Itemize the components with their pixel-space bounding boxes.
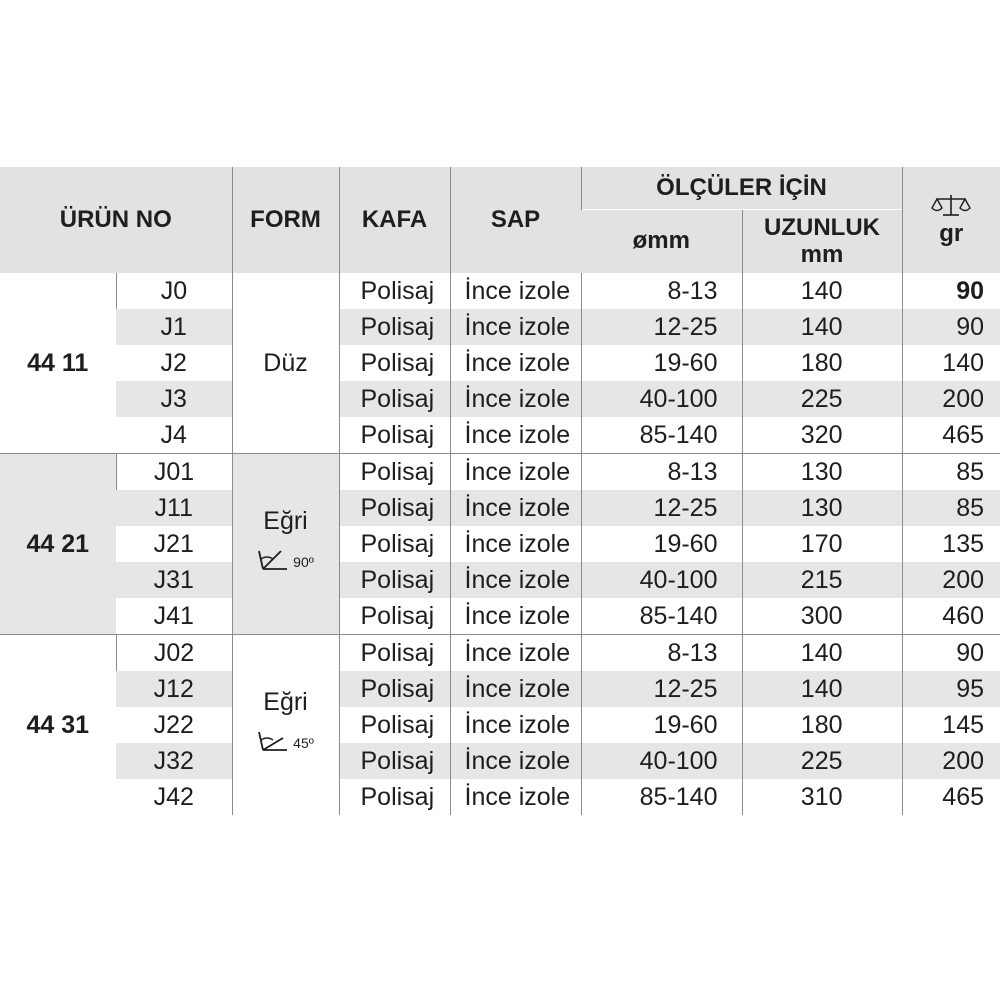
cell-kafa: Polisaj: [339, 273, 450, 309]
header-olculer: ÖLÇÜLER İÇİN: [581, 167, 902, 210]
cell-weight: 90: [902, 309, 1000, 345]
cell-diameter: 12-25: [581, 309, 742, 345]
cell-kafa: Polisaj: [339, 526, 450, 562]
table-row: [0, 562, 1000, 598]
cell-weight: 95: [902, 671, 1000, 707]
cell-weight: 85: [902, 490, 1000, 526]
cell-sap: İnce izole: [450, 345, 581, 381]
cell-diameter: 85-140: [581, 598, 742, 635]
cell-weight: 140: [902, 345, 1000, 381]
table-row: [0, 743, 1000, 779]
cell-sap: İnce izole: [450, 779, 581, 815]
cell-form: [232, 454, 339, 635]
angle-icon: [257, 545, 291, 575]
table-row: [0, 779, 1000, 815]
cell-diameter: 19-60: [581, 707, 742, 743]
cell-kafa: Polisaj: [339, 345, 450, 381]
cell-kafa: Polisaj: [339, 635, 450, 672]
group-44-31: [0, 635, 1000, 816]
cell-kafa: Polisaj: [339, 743, 450, 779]
cell-weight: 90: [902, 273, 1000, 309]
header-form: FORM: [232, 167, 339, 273]
cell-model: J02: [116, 635, 232, 672]
table-row: [0, 635, 1000, 672]
cell-sap: İnce izole: [450, 671, 581, 707]
angle-label: 90º: [293, 554, 314, 570]
cell-kafa: Polisaj: [339, 779, 450, 815]
cell-sap: İnce izole: [450, 707, 581, 743]
cell-model: J3: [116, 381, 232, 417]
cell-length: 180: [742, 345, 902, 381]
cell-kafa: Polisaj: [339, 490, 450, 526]
cell-model: J2: [116, 345, 232, 381]
cell-kafa: Polisaj: [339, 707, 450, 743]
cell-weight: 85: [902, 454, 1000, 491]
cell-diameter: 19-60: [581, 526, 742, 562]
cell-sap: İnce izole: [450, 743, 581, 779]
table-row: [0, 417, 1000, 454]
cell-kafa: Polisaj: [339, 417, 450, 454]
cell-sap: İnce izole: [450, 454, 581, 491]
group-id: 44 31: [0, 635, 116, 816]
cell-sap: İnce izole: [450, 598, 581, 635]
cell-length: 140: [742, 309, 902, 345]
cell-length: 140: [742, 671, 902, 707]
cell-model: J41: [116, 598, 232, 635]
cell-kafa: Polisaj: [339, 454, 450, 491]
table-row: [0, 526, 1000, 562]
cell-diameter: 40-100: [581, 743, 742, 779]
cell-sap: İnce izole: [450, 490, 581, 526]
cell-weight: 200: [902, 743, 1000, 779]
cell-diameter: 12-25: [581, 490, 742, 526]
cell-length: 225: [742, 381, 902, 417]
cell-length: 225: [742, 743, 902, 779]
table-row: [0, 671, 1000, 707]
group-id: 44 21: [0, 454, 116, 635]
cell-length: 140: [742, 273, 902, 309]
cell-weight: 460: [902, 598, 1000, 635]
cell-model: J4: [116, 417, 232, 454]
cell-diameter: 8-13: [581, 635, 742, 672]
header-uzunluk: [742, 210, 902, 274]
cell-model: J01: [116, 454, 232, 491]
table-row: [0, 598, 1000, 635]
cell-sap: İnce izole: [450, 309, 581, 345]
cell-model: J11: [116, 490, 232, 526]
cell-model: J42: [116, 779, 232, 815]
cell-diameter: 40-100: [581, 381, 742, 417]
cell-weight: 200: [902, 381, 1000, 417]
cell-model: J1: [116, 309, 232, 345]
header-urun-no: ÜRÜN NO: [0, 167, 232, 273]
table-row: [0, 707, 1000, 743]
cell-diameter: 8-13: [581, 454, 742, 491]
table-row: [0, 273, 1000, 309]
cell-length: 130: [742, 454, 902, 491]
cell-weight: 90: [902, 635, 1000, 672]
cell-form: [232, 273, 339, 454]
cell-form: [232, 635, 339, 816]
table-row: [0, 381, 1000, 417]
table-header: [0, 167, 1000, 273]
product-table-container: [0, 167, 1000, 815]
cell-diameter: 19-60: [581, 345, 742, 381]
header-diameter: ømm: [581, 210, 742, 274]
group-44-21: [0, 454, 1000, 635]
scale-icon: [931, 193, 971, 221]
group-44-11: [0, 273, 1000, 454]
table-row: [0, 454, 1000, 491]
cell-model: J0: [116, 273, 232, 309]
cell-weight: 145: [902, 707, 1000, 743]
cell-weight: 200: [902, 562, 1000, 598]
cell-model: J12: [116, 671, 232, 707]
angle-label: 45º: [293, 735, 314, 751]
cell-diameter: 12-25: [581, 671, 742, 707]
angle-icon: [257, 726, 291, 756]
cell-kafa: Polisaj: [339, 598, 450, 635]
cell-model: J22: [116, 707, 232, 743]
header-sap: SAP: [450, 167, 581, 273]
header-weight: [902, 167, 1000, 273]
cell-kafa: Polisaj: [339, 671, 450, 707]
group-id: 44 11: [0, 273, 116, 454]
cell-length: 180: [742, 707, 902, 743]
cell-sap: İnce izole: [450, 635, 581, 672]
cell-model: J31: [116, 562, 232, 598]
cell-model: J21: [116, 526, 232, 562]
cell-length: 320: [742, 417, 902, 454]
cell-sap: İnce izole: [450, 381, 581, 417]
cell-weight: 135: [902, 526, 1000, 562]
cell-model: J32: [116, 743, 232, 779]
cell-length: 140: [742, 635, 902, 672]
table-row: [0, 309, 1000, 345]
table-row: [0, 490, 1000, 526]
cell-sap: İnce izole: [450, 526, 581, 562]
form-label: Düz: [263, 349, 308, 377]
cell-length: 215: [742, 562, 902, 598]
cell-length: 130: [742, 490, 902, 526]
form-label: Eğri: [263, 507, 308, 535]
cell-sap: İnce izole: [450, 562, 581, 598]
header-weight-unit: gr: [939, 219, 964, 247]
header-uzunluk-line1: UZUNLUK: [764, 214, 880, 242]
cell-length: 310: [742, 779, 902, 815]
cell-kafa: Polisaj: [339, 309, 450, 345]
cell-sap: İnce izole: [450, 273, 581, 309]
form-label: Eğri: [263, 688, 308, 716]
cell-kafa: Polisaj: [339, 381, 450, 417]
cell-diameter: 8-13: [581, 273, 742, 309]
cell-diameter: 40-100: [581, 562, 742, 598]
cell-length: 170: [742, 526, 902, 562]
header-uzunluk-line2: mm: [800, 240, 844, 268]
cell-sap: İnce izole: [450, 417, 581, 454]
product-spec-table: [0, 167, 1000, 815]
table-row: [0, 345, 1000, 381]
cell-diameter: 85-140: [581, 779, 742, 815]
cell-weight: 465: [902, 417, 1000, 454]
cell-kafa: Polisaj: [339, 562, 450, 598]
cell-weight: 465: [902, 779, 1000, 815]
cell-length: 300: [742, 598, 902, 635]
cell-diameter: 85-140: [581, 417, 742, 454]
header-kafa: KAFA: [339, 167, 450, 273]
